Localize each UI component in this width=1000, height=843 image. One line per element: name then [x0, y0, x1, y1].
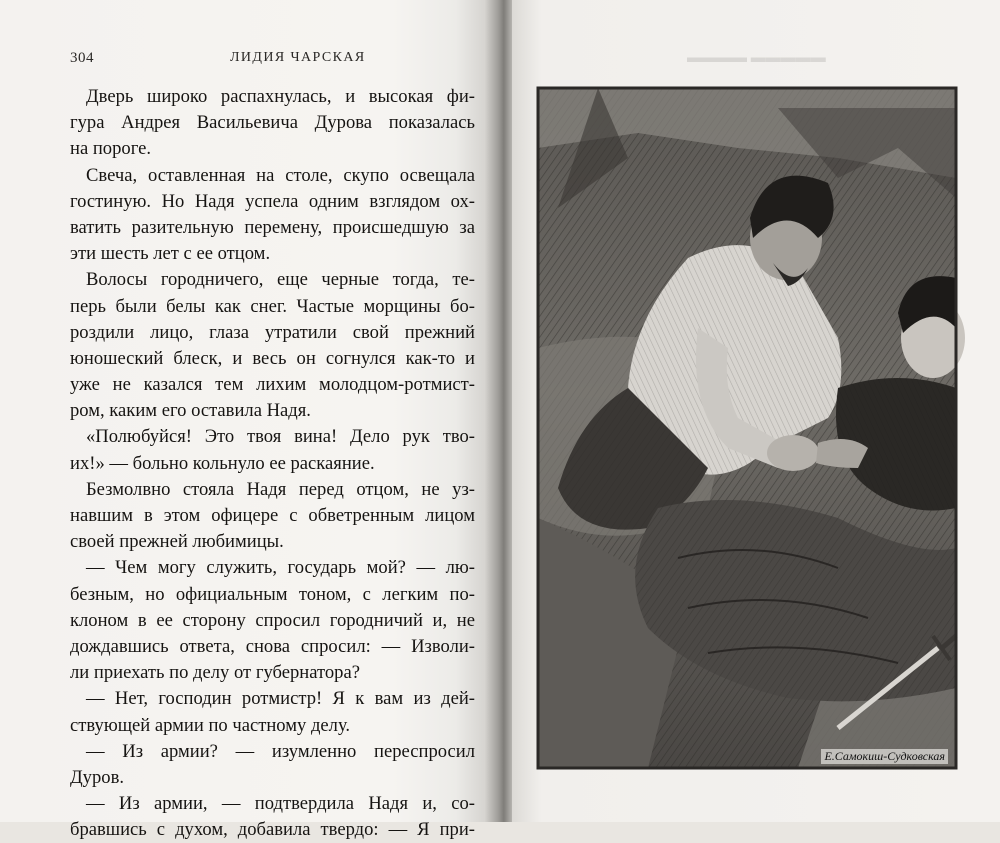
text-line: Дуров.	[70, 766, 125, 788]
book-author: ЛИДИЯ ЧАРСКАЯ	[230, 50, 366, 65]
text-line: бравшись с духом, добавила твердо: — Я при-	[70, 819, 475, 841]
text-line: своей прежней любимицы.	[70, 531, 284, 553]
text-line: Дверь широко распахнулась, и высокая фи-	[86, 86, 475, 107]
text-line: эти шесть лет с ее отцом.	[70, 243, 271, 265]
illustration	[538, 88, 956, 768]
page-number: 304	[70, 50, 94, 66]
text-line: уже не казался тем лихим молодцом-ротмист-	[70, 374, 475, 396]
text-line: перь были белы как снег. Частые морщины бо-	[70, 295, 475, 317]
text-line: «Полюбуйся! Это твоя вина! Дело рук тво-	[86, 426, 475, 448]
text-line: Волосы городничего, еще черные тогда, те-	[86, 269, 475, 291]
text-body	[70, 84, 475, 843]
left-page	[0, 0, 490, 841]
text-line: — Из армии, — подтвердила Надя и, со-	[86, 793, 475, 815]
text-line: навшим в этом офицере с обветренным лицом	[70, 505, 475, 526]
text-line: безным, но официальным тоном, с легким по-	[70, 583, 475, 605]
text-line: — Чем могу служить, государь мой? — лю-	[86, 557, 475, 579]
illustration-drawing	[538, 88, 956, 768]
text-line: — Нет, господин ротмистр! Я к вам из дей-	[86, 688, 475, 710]
text-line: Свеча, оставленная на столе, скупо освещала	[86, 164, 475, 186]
text-line: гостиную. Но Надя успела одним взглядом ох-	[70, 190, 475, 212]
illustration-signature: Е.Самокиш-Судковская	[821, 749, 948, 764]
text-line: их!» — больно кольнуло ее раскаяние.	[70, 452, 375, 474]
text-line: гура Андрея Васильевича Дурова показалась	[70, 112, 475, 134]
text-line: дождавшись ответа, снова спросил: — Изволи-	[70, 635, 475, 657]
text-line: юношеский блеск, и весь он согнулся как-то и	[70, 347, 475, 369]
running-head	[70, 50, 470, 70]
text-line: ли приехать по делу от губернатора?	[70, 662, 360, 684]
text-line: клоном в ее сторону спросил городничий и, не	[70, 609, 475, 631]
text-line: ром, каким его оставила Надя.	[70, 400, 311, 422]
text-line: роздили лицо, глаза утратили свой прежний	[70, 321, 475, 343]
text-line: — Из армии? — изумленно переспросил	[86, 740, 475, 762]
text-line: ствующей армии по частному делу.	[70, 714, 351, 736]
text-line: Безмолвно стояла Надя перед отцом, не уз-	[86, 478, 475, 500]
text-line: на пороге.	[70, 138, 151, 160]
show-through-text: ▬▬▬▬ ▬▬▬▬▬	[687, 50, 826, 66]
text-line: ватить разительную перемену, происшедшую за	[70, 216, 475, 238]
